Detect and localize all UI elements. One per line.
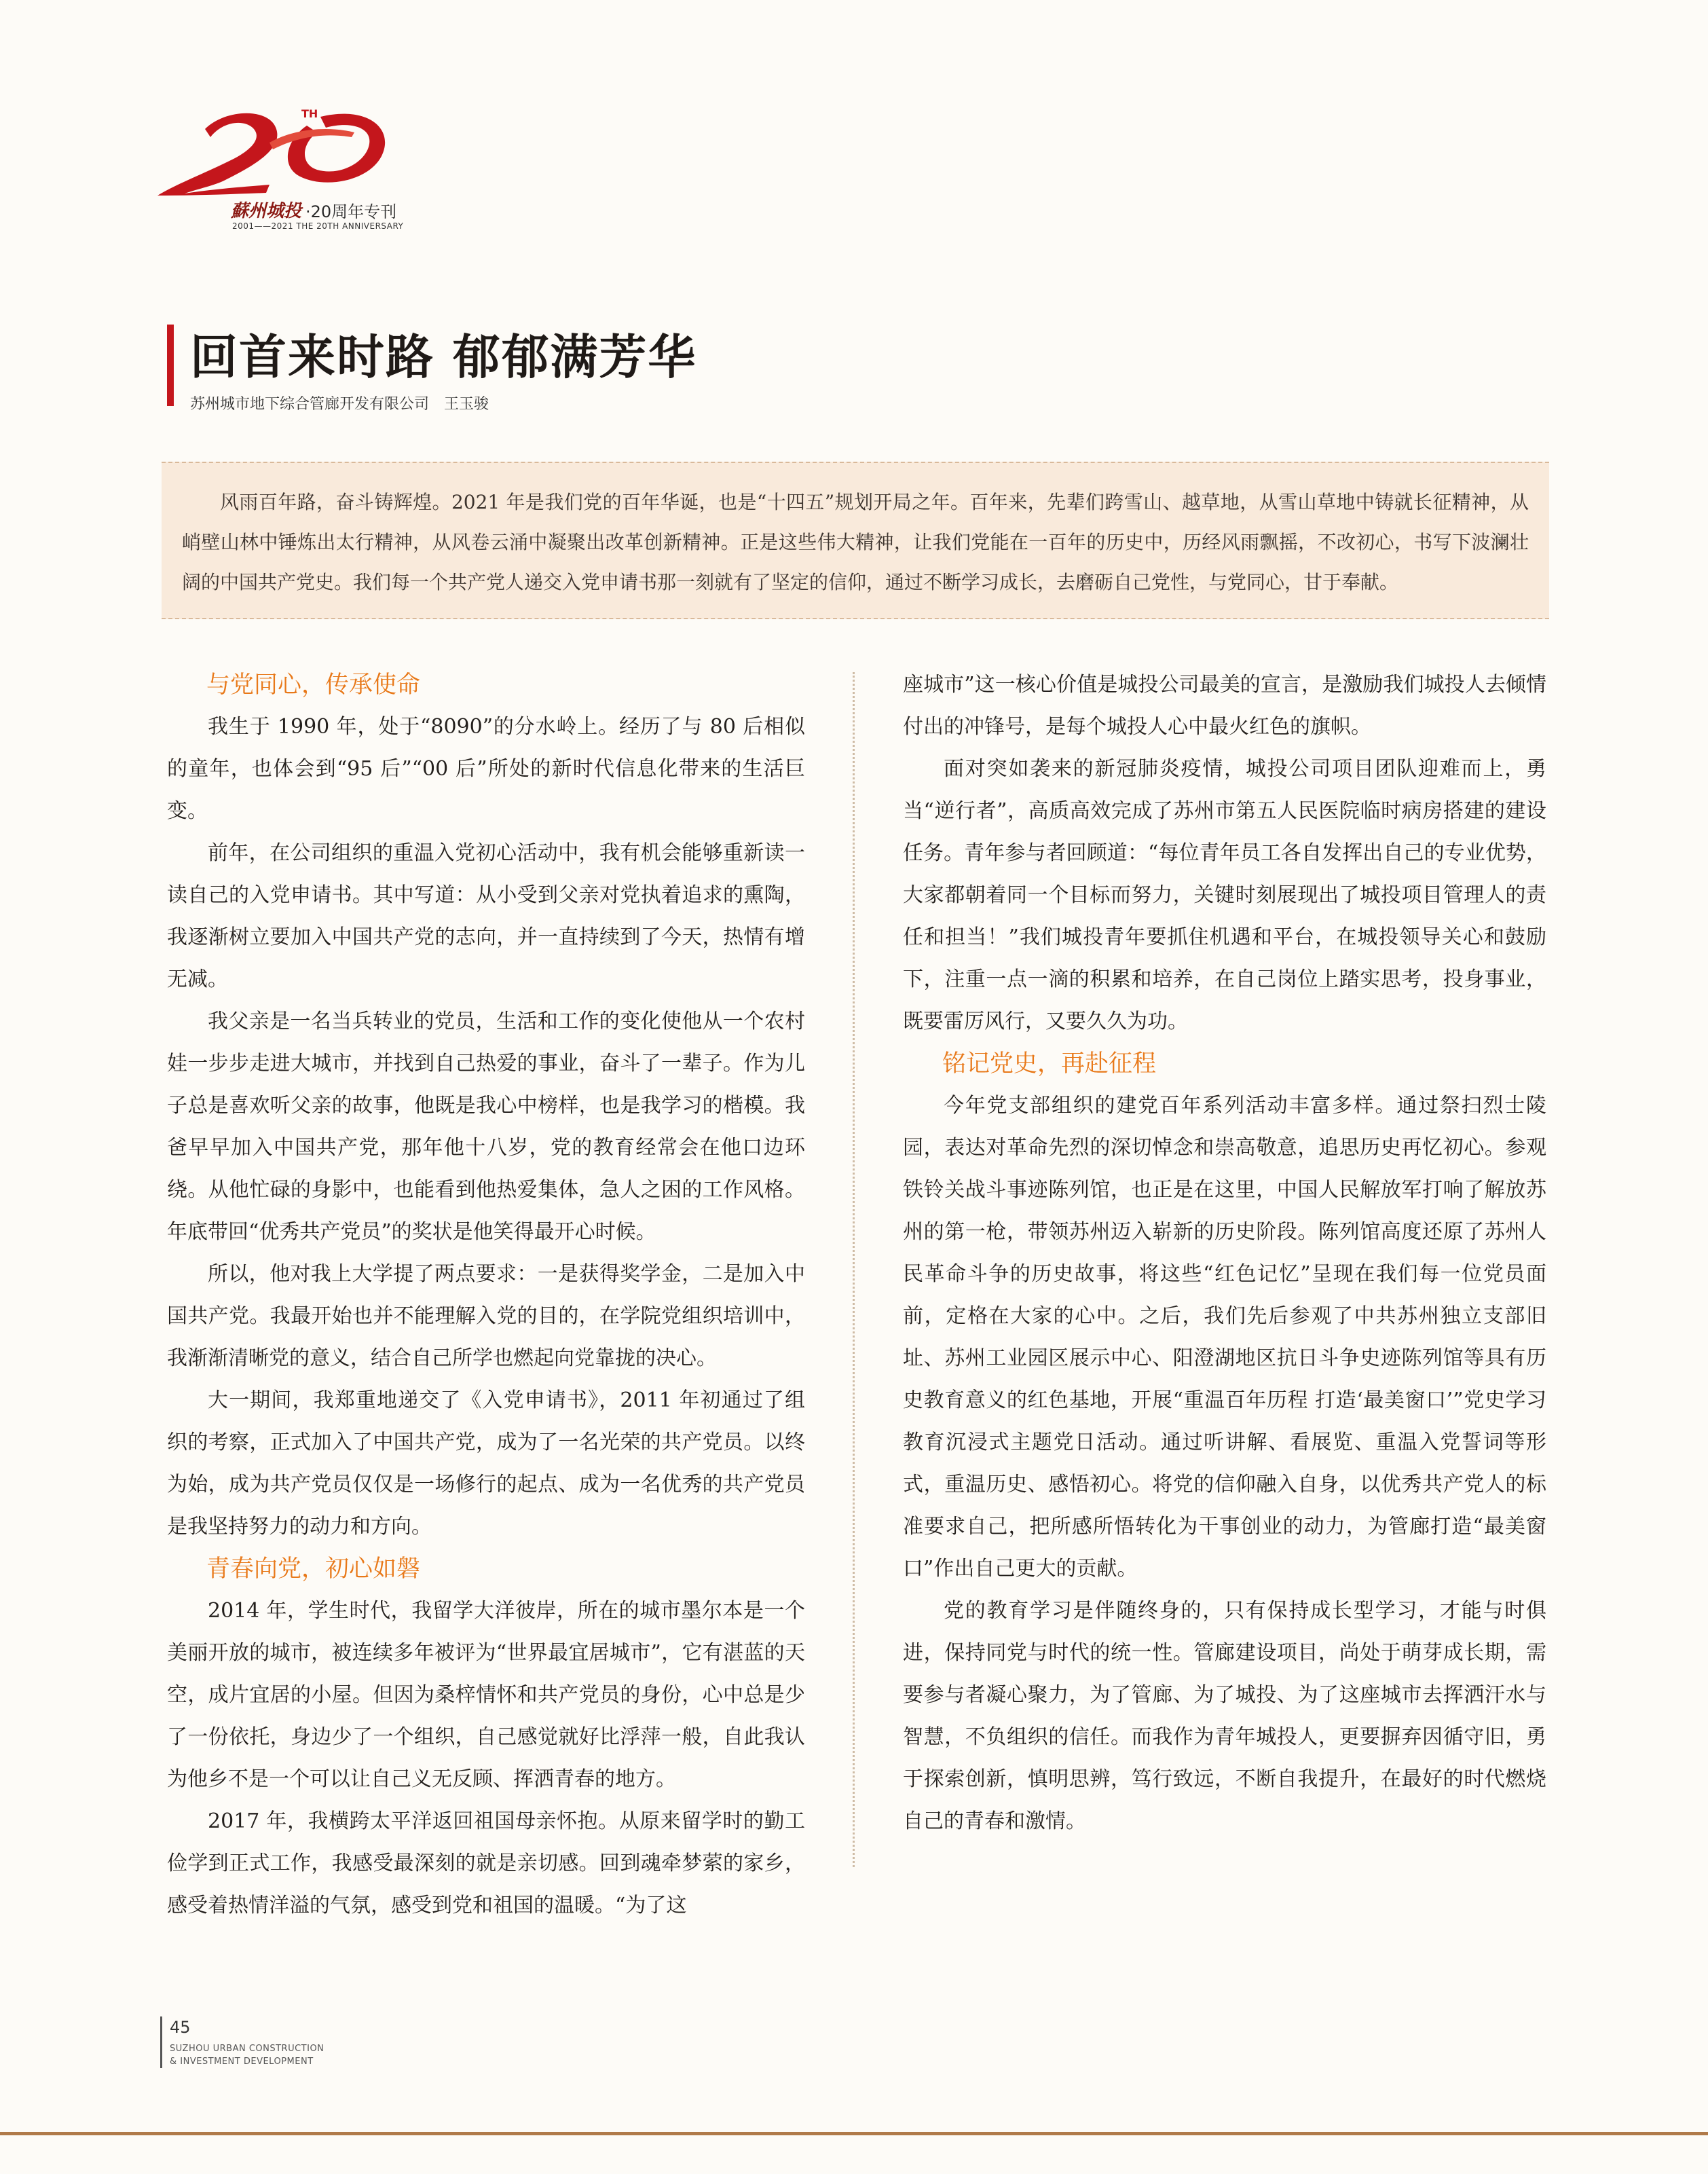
paragraph: 大一期间，我郑重地递交了《入党申请书》，2011 年初通过了组织的考察，正式加入了中国共产党，成为了一名光荣的共产党员。以终为始，成为共产党员仅仅是一场修行的起点、成为一名优秀的共产党员是我坚持努力的动力和方向。 [167,1388,805,1539]
paragraph: 我生于 1990 年，处于“8090”的分水岭上。经历了与 80 后相似的童年，也体会到“95 后”“00 后”所处的新时代信息化带来的生活巨变。 [167,715,805,823]
paragraph: 2014 年，学生时代，我留学大洋彼岸，所在的城市墨尔本是一个美丽开放的城市，被连续多年被评为“世界最宜居城市”，它有湛蓝的天空，成片宜居的小屋。但因为桑梓情怀和共产党员的身份，心中总是少了一份依托，身边少了一个组织，自己感觉就好比浮萍一般，自此我认为他乡不是一个可以让自己义无反顾、挥洒青春的地方。 [167,1599,805,1791]
paragraph: 2017 年，我横跨太平洋返回祖国母亲怀抱。从原来留学时的勤工俭学到正式工作，我感受最深刻的就是亲切感。回到魂牵梦萦的家乡，感受着热情洋溢的气氛，感受到党和祖国的温暖。“为了这 [167,1809,805,1917]
title-accent-bar [167,325,174,406]
page-number: 45 [170,2018,191,2037]
anniversary-logo [151,102,436,244]
magazine-subtitle: ·20周年专刊 [305,202,397,221]
paragraph: 前年，在公司组织的重温入党初心活动中，我有机会能够重新读一读自己的入党申请书。其中写道：从小受到父亲对党执着追求的熏陶，我逐渐树立要加入中国共产党的志向，并一直持续到了今天，热情有增无减。 [167,841,805,991]
article-author: 苏州城市地下综合管廊开发有限公司 王玉骏 [190,396,489,413]
anniversary-superscript: TH [301,107,318,120]
footer-rule [160,2016,162,2068]
section-heading: 与党同心，传承使命 [206,671,421,699]
magazine-name: 蘇州城投 [231,201,302,221]
section-heading: 铭记党史，再赴征程 [942,1050,1157,1077]
bottom-band [0,2132,1708,2135]
paragraph-continued: 座城市”这一核心价值是城投公司最美的宣言，是激励我们城投人去倾情付出的冲锋号，是每个城投人心中最火红色的旗帜。 [903,673,1546,739]
left-column [167,664,805,1927]
article-abstract: 风雨百年路，奋斗铸辉煌。2021 年是我们党的百年华诞，也是“十四五”规划开局之年。百年来，先辈们跨雪山、越草地，从雪山草地中铸就长征精神，从峭壁山林中锤炼出太行精神，从风卷云涌中凝聚出改革创新精神。正是这些伟大精神，让我们党能在一百年的历史中，历经风雨飘摇，不改初心，书写下波澜壮阔的中国共产党史。我们每一个共产党人递交入党申请书那一刻就有了坚定的信仰，通过不断学习成长，去磨砺自己党性，与党同心，甘于奉献。 [182,491,1529,593]
paragraph: 今年党支部组织的建党百年系列活动丰富多样。通过祭扫烈士陵园，表达对革命先烈的深切悼念和崇高敬意，追思历史再忆初心。参观铁铃关战斗事迹陈列馆，也正是在这里，中国人民解放军打响了解放苏州的第一枪，带领苏州迈入崭新的历史阶段。陈列馆高度还原了苏州人民革命斗争的历史故事，将这些“红色记忆”呈现在我们每一位党员面前，定格在大家的心中。之后，我们先后参观了中共苏州独立支部旧址、苏州工业园区展示中心、阳澄湖地区抗日斗争史迹陈列馆等具有历史教育意义的红色基地，开展“重温百年历程 打造‘最美窗口’”党史学习教育沉浸式主题党日活动。通过听讲解、看展览、重温入党誓词等形式，重温历史、感悟初心。将党的信仰融入自身，以优秀共产党人的标准要求自己，把所感所悟转化为干事创业的动力，为管廊打造“最美窗口”作出自己更大的贡献。 [903,1094,1546,1581]
publication-english-name: SUZHOU URBAN CONSTRUCTION & INVESTMENT DEVELOPMENT [170,2044,324,2067]
anniversary-20-mark-icon [151,102,436,197]
column-divider [853,672,855,1867]
article-title: 回首来时路 郁郁满芳华 [190,329,697,385]
section-heading: 青春向党，初心如磐 [206,1555,421,1583]
paragraph: 面对突如袭来的新冠肺炎疫情，城投公司项目团队迎难而上，勇当“逆行者”，高质高效完成了苏州市第五人民医院临时病房搭建的建设任务。青年参与者回顾道：“每位青年员工各自发挥出自己的专业优势，大家都朝着同一个目标而努力，关键时刻展现出了城投项目管理人的责任和担当！”我们城投青年要抓住机遇和平台，在城投领导关心和鼓励下，注重一点一滴的积累和培养，在自己岗位上踏实思考，投身事业，既要雷厉风行，又要久久为功。 [903,757,1546,1033]
anniversary-english: 2001——2021 THE 20TH ANNIVERSARY [232,221,404,231]
right-column [903,664,1546,1843]
article-abstract-box [162,462,1549,619]
paragraph: 党的教育学习是伴随终身的，只有保持成长型学习，才能与时俱进，保持同党与时代的统一性。管廊建设项目，尚处于萌芽成长期，需要参与者凝心聚力，为了管廊、为了城投、为了这座城市去挥洒汗水与智慧，不负组织的信任。而我作为青年城投人，更要摒弃因循守旧，勇于探索创新，慎明思辨，笃行致远，不断自我提升，在最好的时代燃烧自己的青春和激情。 [903,1599,1546,1833]
paragraph: 所以，他对我上大学提了两点要求：一是获得奖学金，二是加入中国共产党。我最开始也并不能理解入党的目的，在学院党组织培训中，我渐渐清晰党的意义，结合自己所学也燃起向党靠拢的决心。 [167,1262,805,1370]
paragraph: 我父亲是一名当兵转业的党员，生活和工作的变化使他从一个农村娃一步步走进大城市，并找到自己热爱的事业，奋斗了一辈子。作为儿子总是喜欢听父亲的故事，他既是我心中榜样，也是我学习的楷模。我爸早早加入中国共产党，那年他十八岁，党的教育经常会在他口边环绕。从他忙碌的身影中，也能看到他热爱集体，急人之困的工作风格。年底带回“优秀共产党员”的奖状是他笑得最开心时候。 [167,1010,805,1244]
